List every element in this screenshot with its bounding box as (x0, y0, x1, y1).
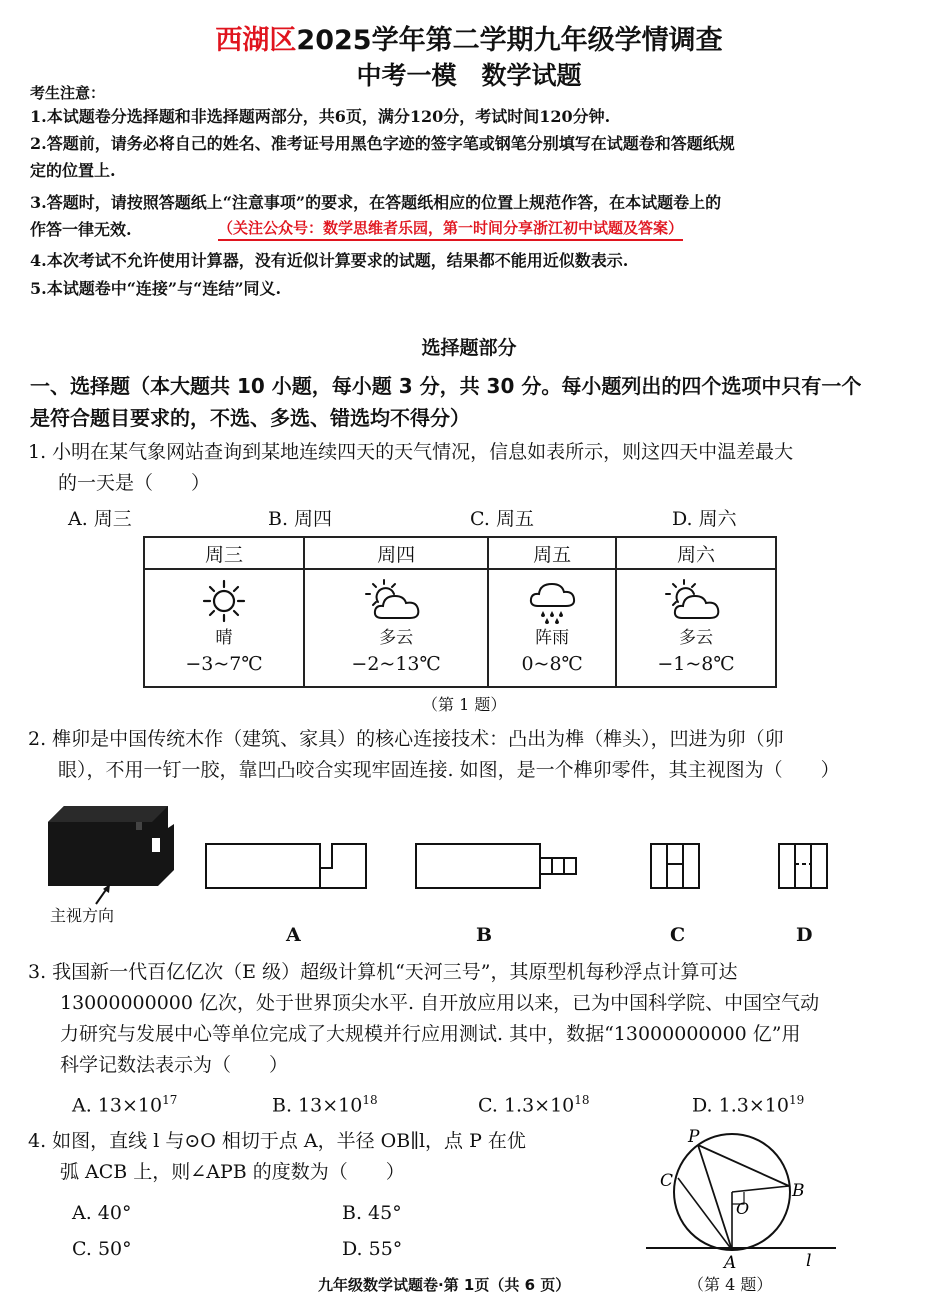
option-b-figure (410, 838, 580, 894)
q2-line2: 眼），不用一钉一胶，靠凹凸咬合实现牢固连接. 如图，是一个榫卯零件，其主视图为（ ） (58, 759, 840, 781)
q3-line1: 3. 我国新一代百亿亿次（E 级）超级计算机“天河三号”，其原型机每秒浮点计算可达 (28, 961, 738, 983)
q3-option-a (72, 1093, 177, 1116)
point-label-p: P (688, 1127, 700, 1147)
q1-caption: （第 1 题） (422, 695, 507, 714)
option-a-figure (200, 838, 370, 894)
part-heading-line2: 是符合题目要求的，不选、多选、错选均不得分） (30, 406, 470, 430)
q1-option-b: B. 周四 (268, 508, 333, 530)
weather-day: 周五 (488, 537, 616, 569)
part-heading (30, 370, 920, 434)
q2-option-b: B (476, 924, 493, 946)
promo-text: （关注公众号：数学思维者乐园，第一时间分享浙江初中试题及答案） (218, 217, 683, 241)
option-d-figure (773, 838, 833, 894)
q3-option-b (272, 1093, 378, 1116)
district-name: 西湖区 (215, 25, 297, 56)
weather-cell (488, 569, 616, 687)
line-label-l: l (806, 1251, 812, 1271)
exam-subtitle: 中考一模 数学试题 (356, 61, 582, 90)
q2-line1: 2. 榫卯是中国传统木作（建筑、家具）的核心连接技术：凸出为榫（榫头），凹进为卯（卯 (28, 728, 784, 750)
partly-cloudy-icon (664, 578, 728, 624)
q4-caption: （第 4 题） (688, 1275, 773, 1294)
q3-option-c (478, 1093, 590, 1116)
point-label-c: C (660, 1171, 674, 1191)
weather-table (143, 536, 777, 688)
sun-icon (201, 578, 247, 624)
point-label-a: A (724, 1253, 737, 1273)
q3-option-c-exp: 18 (574, 1093, 590, 1107)
q3-line2: 13000000000 亿次，处于世界顶尖水平. 自开放应用以来，已为中国科学院、中国空气动 (60, 992, 820, 1014)
q1-stem (28, 437, 918, 499)
notice-item-2: 2.答题前，请务必将自己的姓名、准考证号用黑色字迹的签字笔或钢笔分别填写在试题卷和答题纸规 (30, 134, 735, 153)
q3-line4: 科学记数法表示为（ ） (60, 1054, 289, 1076)
weather-temp: −2~13℃ (351, 653, 441, 675)
q1-option-a: A. 周三 (68, 508, 132, 530)
notice-item-3: 3.答题时，请按照答题纸上“注意事项”的要求，在答题纸相应的位置上规范作答，在本试题卷上的 (30, 193, 722, 212)
q4-stem (28, 1126, 618, 1188)
notice-heading: 考生注意： (30, 84, 106, 102)
q3-option-b-base: B. 13×10 (272, 1094, 363, 1117)
q2-option-d: D (796, 924, 813, 946)
weather-temp: 0~8℃ (521, 653, 583, 675)
q3-stem (28, 957, 918, 1081)
page-footer: 九年级数学试题卷·第 1页（共 6 页） (318, 1276, 571, 1294)
q1-option-c: C. 周五 (470, 508, 534, 530)
weather-desc: 晴 (215, 628, 233, 648)
section-title: 选择题部分 (421, 337, 517, 359)
q1-line2: 的一天是（ ） (58, 472, 211, 494)
page-title (0, 18, 938, 57)
notice-item-5: 5.本试题卷中“连接”与“连结”同义. (30, 279, 282, 298)
q3-option-c-base: C. 1.3×10 (478, 1094, 575, 1117)
q4-line1: 4. 如图，直线 l 与⊙O 相切于点 A，半径 OB∥l，点 P 在优 (28, 1130, 526, 1152)
point-label-o: O (736, 1199, 750, 1218)
weather-cell (616, 569, 776, 687)
weather-desc: 多云 (679, 628, 714, 648)
notice-item-2-cont: 定的位置上. (30, 161, 116, 180)
q1-line1: 1. 小明在某气象网站查询到某地连续四天的天气情况，信息如表所示，则这四天中温差最大 (28, 441, 794, 463)
part-heading-line1: 一、选择题（本大题共 10 小题，每小题 3 分，共 30 分。每小题列出的四个选项中只有一个 (30, 374, 862, 398)
q3-option-a-base: A. 13×10 (72, 1094, 163, 1117)
q4-option-b: B. 45° (342, 1202, 402, 1224)
weather-cell (304, 569, 488, 687)
q2-stem (28, 724, 918, 786)
weather-temp: −1~8℃ (657, 653, 735, 675)
q1-option-d: D. 周六 (672, 508, 737, 530)
notice-item-1: 1.本试题卷分选择题和非选择题两部分，共6页，满分120分，考试时间120分钟. (30, 107, 611, 126)
partly-cloudy-icon (364, 578, 428, 624)
option-c-figure (645, 838, 705, 894)
notice-item-4: 4.本次考试不允许使用计算器，没有近似计算要求的试题，结果都不能用近似数表示. (30, 251, 629, 270)
q3-option-d-exp: 19 (788, 1093, 805, 1107)
q3-option-a-exp: 17 (162, 1093, 178, 1107)
q3-line3: 力研究与发展中心等单位完成了大规模并行应用测试. 其中，数据“13000000000 亿”用 (60, 1023, 801, 1045)
tenon-part-figure (40, 800, 180, 910)
q2-option-c: C (670, 924, 686, 946)
q4-option-d: D. 55° (342, 1238, 403, 1260)
q3-option-d (692, 1093, 804, 1116)
q3-option-d-base: D. 1.3×10 (692, 1094, 789, 1117)
q3-option-b-exp: 18 (362, 1093, 378, 1107)
point-label-b: B (792, 1181, 805, 1201)
notice-item-3-cont: 作答一律无效. (30, 220, 132, 239)
weather-cell (144, 569, 304, 687)
weather-desc: 多云 (379, 628, 414, 648)
weather-day: 周三 (144, 537, 304, 569)
rain-icon (526, 578, 578, 624)
q4-option-c: C. 50° (72, 1238, 132, 1260)
weather-day: 周六 (616, 537, 776, 569)
view-direction-label: 主视方向 (50, 906, 115, 925)
q2-option-a: A (286, 924, 301, 946)
circle-tangent-figure (640, 1118, 840, 1278)
q4-option-a: A. 40° (72, 1202, 132, 1224)
q4-line2: 弧 ACB 上，则∠APB 的度数为（ ） (60, 1161, 405, 1183)
title-text: 2025学年第二学期九年级学情调查 (296, 25, 723, 56)
weather-desc: 阵雨 (535, 628, 570, 648)
weather-temp: −3~7℃ (185, 653, 263, 675)
weather-day: 周四 (304, 537, 488, 569)
